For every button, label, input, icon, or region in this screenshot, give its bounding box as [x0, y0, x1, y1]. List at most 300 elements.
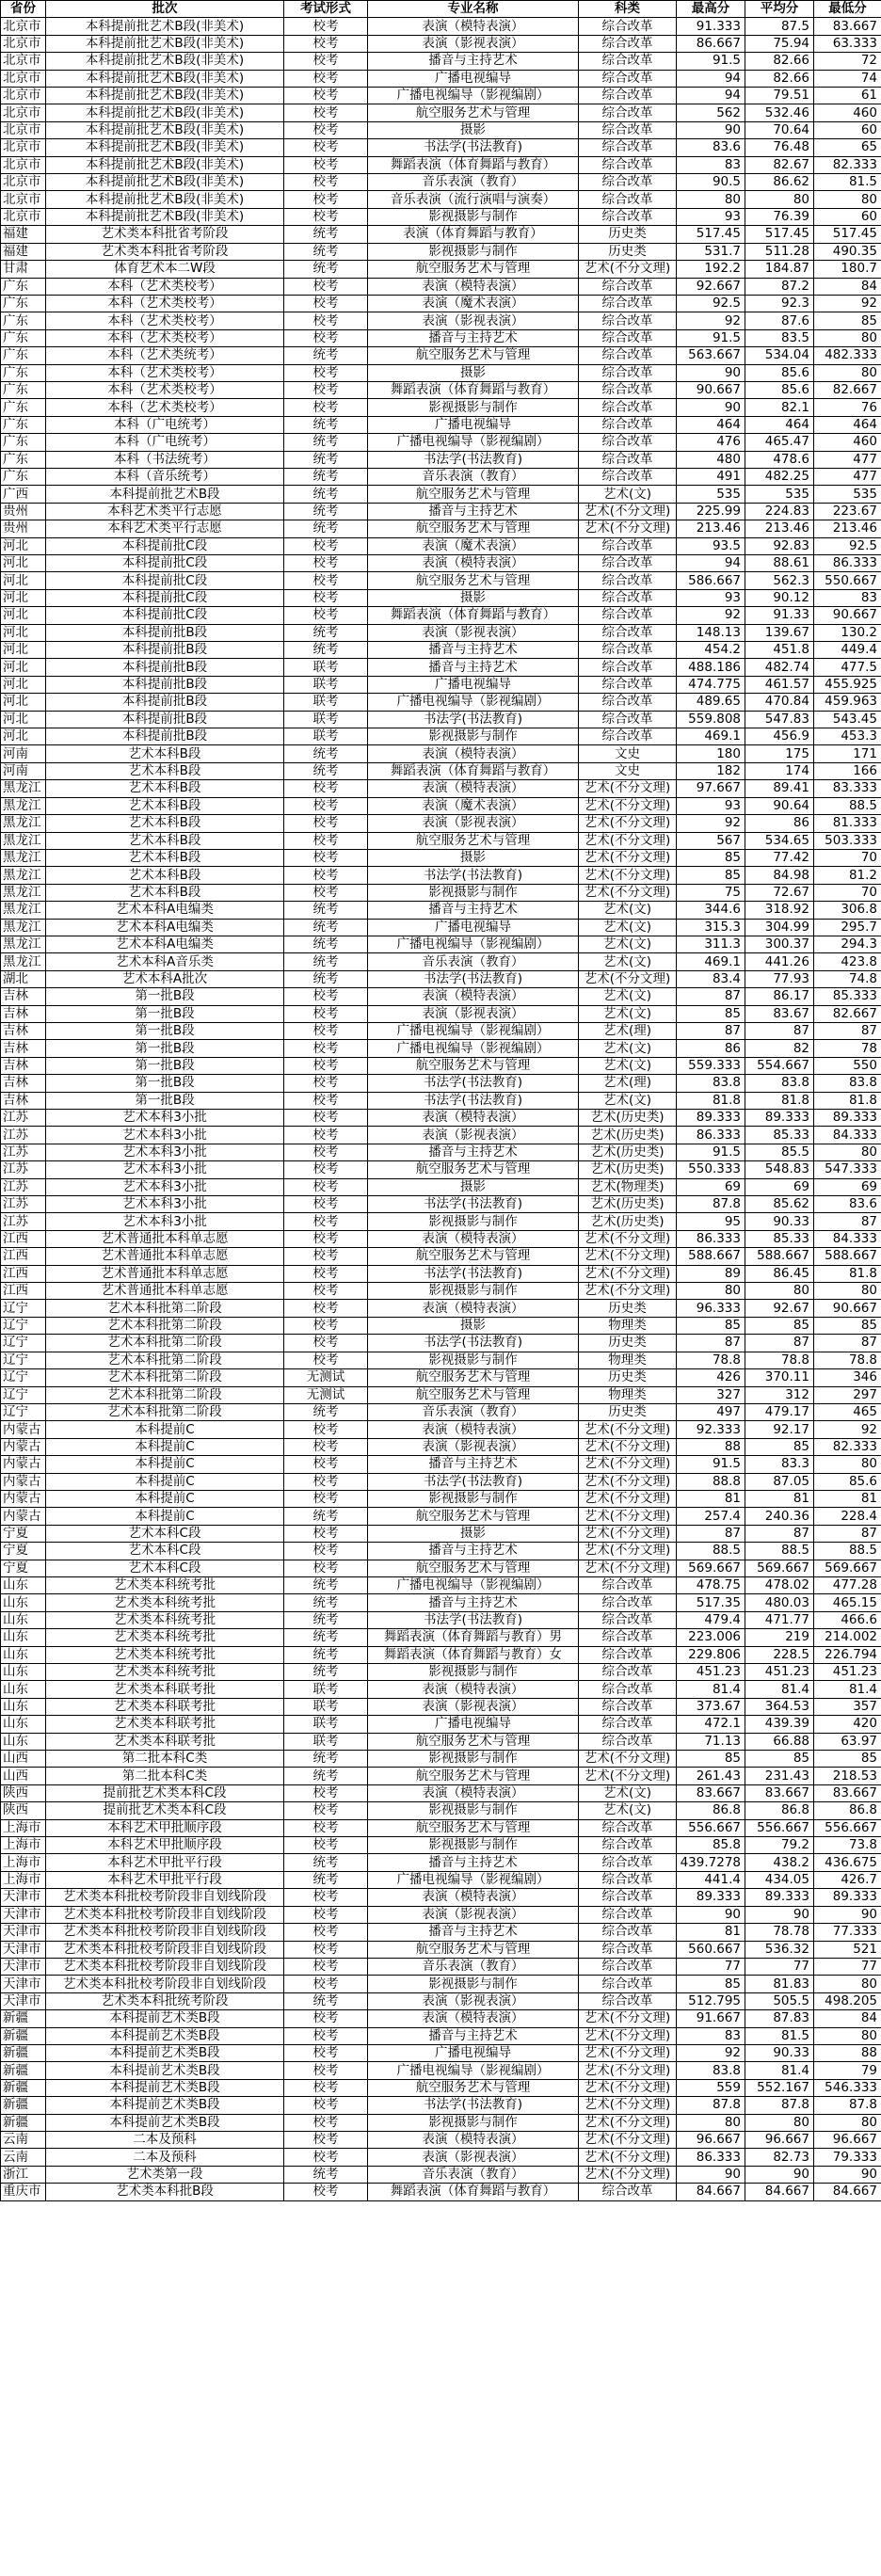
- major-cell[interactable]: 航空服务艺术与管理: [368, 832, 579, 849]
- exam-form-cell[interactable]: 校考: [284, 2184, 368, 2200]
- province-cell[interactable]: 河北: [1, 589, 46, 606]
- province-cell[interactable]: 河北: [1, 659, 46, 676]
- exam-form-cell[interactable]: 统考: [284, 1508, 368, 1525]
- major-cell[interactable]: 表演（影视表演）: [368, 35, 579, 52]
- batch-cell[interactable]: 本科提前批艺术B段(非美术): [46, 88, 284, 104]
- batch-cell[interactable]: 艺术类本科统考批: [46, 1629, 284, 1646]
- min-score-cell[interactable]: 503.333: [814, 832, 881, 849]
- province-cell[interactable]: 吉林: [1, 1040, 46, 1057]
- avg-score-cell[interactable]: 87.8: [745, 2097, 814, 2114]
- exam-form-cell[interactable]: 统考: [284, 624, 368, 641]
- category-cell[interactable]: 艺术(不分文理): [579, 1248, 677, 1265]
- major-cell[interactable]: 播音与主持艺术: [368, 503, 579, 520]
- max-score-cell[interactable]: 192.2: [677, 261, 745, 278]
- province-cell[interactable]: 天津市: [1, 1976, 46, 1992]
- avg-score-cell[interactable]: 213.46: [745, 520, 814, 537]
- avg-score-cell[interactable]: 86.45: [745, 1265, 814, 1282]
- max-score-cell[interactable]: 426: [677, 1369, 745, 1386]
- max-score-cell[interactable]: 223.006: [677, 1629, 745, 1646]
- avg-score-cell[interactable]: 441.26: [745, 953, 814, 970]
- max-score-cell[interactable]: 96.333: [677, 1300, 745, 1317]
- category-cell[interactable]: 综合改革: [579, 434, 677, 451]
- batch-cell[interactable]: 本科（艺术类校考）: [46, 312, 284, 329]
- major-cell[interactable]: 航空服务艺术与管理: [368, 1369, 579, 1386]
- batch-cell[interactable]: 本科提前批艺术B段(非美术): [46, 53, 284, 70]
- exam-form-cell[interactable]: 无测试: [284, 1369, 368, 1386]
- max-score-cell[interactable]: 491: [677, 468, 745, 485]
- exam-form-cell[interactable]: 校考: [284, 121, 368, 138]
- min-score-cell[interactable]: 171: [814, 745, 881, 762]
- province-cell[interactable]: 黑龙江: [1, 780, 46, 797]
- avg-score-cell[interactable]: 88.5: [745, 1543, 814, 1560]
- major-cell[interactable]: 书法学(书法教育): [368, 1265, 579, 1282]
- batch-cell[interactable]: 本科提前批艺术B段(非美术): [46, 139, 284, 156]
- major-cell[interactable]: 航空服务艺术与管理: [368, 261, 579, 278]
- batch-cell[interactable]: 艺术类本科批校考阶段非自划线阶段: [46, 1941, 284, 1958]
- major-cell[interactable]: 舞蹈表演（体育舞蹈与教育）: [368, 156, 579, 173]
- max-score-cell[interactable]: 84.667: [677, 2184, 745, 2200]
- province-cell[interactable]: 山东: [1, 1611, 46, 1628]
- batch-cell[interactable]: 本科（广电统考）: [46, 434, 284, 451]
- max-score-cell[interactable]: 567: [677, 832, 745, 849]
- avg-score-cell[interactable]: 532.46: [745, 104, 814, 121]
- avg-score-cell[interactable]: 80: [745, 191, 814, 208]
- exam-form-cell[interactable]: 校考: [284, 1022, 368, 1039]
- category-cell[interactable]: 艺术(不分文理): [579, 849, 677, 866]
- major-cell[interactable]: 书法学(书法教育): [368, 1092, 579, 1109]
- avg-score-cell[interactable]: 90.12: [745, 589, 814, 606]
- category-cell[interactable]: 综合改革: [579, 1871, 677, 1888]
- avg-score-cell[interactable]: 77: [745, 1958, 814, 1975]
- category-cell[interactable]: 艺术(历史类): [579, 1196, 677, 1213]
- batch-cell[interactable]: 本科提前批艺术B段(非美术): [46, 191, 284, 208]
- avg-score-cell[interactable]: 78.8: [745, 1352, 814, 1368]
- province-cell[interactable]: 北京市: [1, 191, 46, 208]
- min-score-cell[interactable]: 130.2: [814, 624, 881, 641]
- batch-cell[interactable]: 本科提前C: [46, 1421, 284, 1438]
- avg-score-cell[interactable]: 90: [745, 1906, 814, 1923]
- max-score-cell[interactable]: 88.8: [677, 1473, 745, 1490]
- max-score-cell[interactable]: 85: [677, 1976, 745, 1992]
- max-score-cell[interactable]: 93.5: [677, 537, 745, 554]
- max-score-cell[interactable]: 69: [677, 1178, 745, 1195]
- category-cell[interactable]: 艺术(不分文理): [579, 2044, 677, 2061]
- batch-cell[interactable]: 本科提前艺术类B段: [46, 2044, 284, 2061]
- max-score-cell[interactable]: 315.3: [677, 919, 745, 936]
- avg-score-cell[interactable]: 464: [745, 416, 814, 433]
- major-cell[interactable]: 表演（模特表演）: [368, 1110, 579, 1127]
- min-score-cell[interactable]: 76: [814, 399, 881, 416]
- batch-cell[interactable]: 本科提前艺术类B段: [46, 2027, 284, 2044]
- category-cell[interactable]: 综合改革: [579, 1576, 677, 1593]
- batch-cell[interactable]: 艺术类本科统考批: [46, 1594, 284, 1611]
- min-score-cell[interactable]: 78.8: [814, 1352, 881, 1368]
- min-score-cell[interactable]: 84.333: [814, 1230, 881, 1247]
- category-cell[interactable]: 艺术(理): [579, 1022, 677, 1039]
- min-score-cell[interactable]: 60: [814, 208, 881, 225]
- min-score-cell[interactable]: 86.8: [814, 1802, 881, 1819]
- province-cell[interactable]: 山东: [1, 1646, 46, 1663]
- exam-form-cell[interactable]: 统考: [284, 1854, 368, 1871]
- major-cell[interactable]: 表演（影视表演）: [368, 2149, 579, 2166]
- batch-cell[interactable]: 艺术本科A电编类: [46, 936, 284, 952]
- min-score-cell[interactable]: 79.333: [814, 2149, 881, 2166]
- max-score-cell[interactable]: 87: [677, 988, 745, 1005]
- exam-form-cell[interactable]: 校考: [284, 2079, 368, 2096]
- max-score-cell[interactable]: 91.5: [677, 329, 745, 346]
- min-score-cell[interactable]: 84: [814, 278, 881, 295]
- province-cell[interactable]: 重庆市: [1, 2184, 46, 2200]
- major-cell[interactable]: 表演（魔术表演）: [368, 797, 579, 814]
- province-cell[interactable]: 辽宁: [1, 1386, 46, 1403]
- batch-cell[interactable]: 艺术本科3小批: [46, 1213, 284, 1230]
- min-score-cell[interactable]: 459.963: [814, 694, 881, 711]
- exam-form-cell[interactable]: 校考: [284, 2114, 368, 2131]
- avg-score-cell[interactable]: 438.2: [745, 1854, 814, 1871]
- avg-score-cell[interactable]: 85.33: [745, 1127, 814, 1144]
- exam-form-cell[interactable]: 校考: [284, 174, 368, 191]
- category-cell[interactable]: 综合改革: [579, 1854, 677, 1871]
- min-score-cell[interactable]: 90.667: [814, 607, 881, 624]
- max-score-cell[interactable]: 92: [677, 312, 745, 329]
- category-cell[interactable]: 综合改革: [579, 1906, 677, 1923]
- major-cell[interactable]: 表演（模特表演）: [368, 2010, 579, 2027]
- max-score-cell[interactable]: 77: [677, 1958, 745, 1975]
- category-cell[interactable]: 综合改革: [579, 1889, 677, 1906]
- major-cell[interactable]: 播音与主持艺术: [368, 1594, 579, 1611]
- avg-score-cell[interactable]: 91.33: [745, 607, 814, 624]
- category-cell[interactable]: 综合改革: [579, 174, 677, 191]
- province-cell[interactable]: 黑龙江: [1, 797, 46, 814]
- avg-score-cell[interactable]: 219: [745, 1629, 814, 1646]
- min-score-cell[interactable]: 455.925: [814, 676, 881, 693]
- avg-score-cell[interactable]: 86.8: [745, 1802, 814, 1819]
- batch-cell[interactable]: 本科（广电统考）: [46, 416, 284, 433]
- major-cell[interactable]: 影视摄影与制作: [368, 1751, 579, 1768]
- category-cell[interactable]: 艺术(不分文理): [579, 2149, 677, 2166]
- category-cell[interactable]: 艺术(文): [579, 1040, 677, 1057]
- major-cell[interactable]: 航空服务艺术与管理: [368, 572, 579, 589]
- category-cell[interactable]: 艺术(不分文理): [579, 1230, 677, 1247]
- major-cell[interactable]: 影视摄影与制作: [368, 1352, 579, 1368]
- province-cell[interactable]: 河北: [1, 642, 46, 659]
- batch-cell[interactable]: 本科（艺术类校考）: [46, 295, 284, 312]
- min-score-cell[interactable]: 92.5: [814, 537, 881, 554]
- category-cell[interactable]: 艺术(不分文理): [579, 780, 677, 797]
- max-score-cell[interactable]: 94: [677, 555, 745, 572]
- avg-score-cell[interactable]: 80: [745, 1283, 814, 1300]
- avg-score-cell[interactable]: 92.83: [745, 537, 814, 554]
- exam-form-cell[interactable]: 校考: [284, 381, 368, 398]
- min-score-cell[interactable]: 451.23: [814, 1664, 881, 1681]
- min-score-cell[interactable]: 81.5: [814, 174, 881, 191]
- exam-form-cell[interactable]: 统考: [284, 1646, 368, 1663]
- category-cell[interactable]: 综合改革: [579, 607, 677, 624]
- max-score-cell[interactable]: 476: [677, 434, 745, 451]
- category-cell[interactable]: 艺术(不分文理): [579, 1525, 677, 1542]
- avg-score-cell[interactable]: 231.43: [745, 1768, 814, 1784]
- exam-form-cell[interactable]: 校考: [284, 208, 368, 225]
- province-cell[interactable]: 福建: [1, 226, 46, 243]
- avg-score-cell[interactable]: 80: [745, 2114, 814, 2131]
- avg-score-cell[interactable]: 86.62: [745, 174, 814, 191]
- exam-form-cell[interactable]: 校考: [284, 312, 368, 329]
- major-cell[interactable]: 表演（模特表演）: [368, 1300, 579, 1317]
- min-score-cell[interactable]: 65: [814, 139, 881, 156]
- batch-cell[interactable]: 本科（艺术类校考）: [46, 329, 284, 346]
- min-score-cell[interactable]: 80: [814, 364, 881, 381]
- avg-score-cell[interactable]: 81.5: [745, 2027, 814, 2044]
- province-cell[interactable]: 云南: [1, 2149, 46, 2166]
- exam-form-cell[interactable]: 校考: [284, 18, 368, 35]
- province-cell[interactable]: 贵州: [1, 520, 46, 537]
- category-cell[interactable]: 艺术(不分文理): [579, 1421, 677, 1438]
- avg-score-cell[interactable]: 505.5: [745, 1992, 814, 2009]
- exam-form-cell[interactable]: 校考: [284, 364, 368, 381]
- province-cell[interactable]: 黑龙江: [1, 919, 46, 936]
- province-cell[interactable]: 广东: [1, 416, 46, 433]
- province-cell[interactable]: 广东: [1, 295, 46, 312]
- major-cell[interactable]: 舞蹈表演（体育舞蹈与教育）: [368, 607, 579, 624]
- category-cell[interactable]: 艺术(不分文理): [579, 1473, 677, 1490]
- category-cell[interactable]: 历史类: [579, 243, 677, 260]
- province-cell[interactable]: 天津市: [1, 1906, 46, 1923]
- max-score-cell[interactable]: 80: [677, 2114, 745, 2131]
- min-score-cell[interactable]: 80: [814, 329, 881, 346]
- province-cell[interactable]: 黑龙江: [1, 936, 46, 952]
- province-cell[interactable]: 天津市: [1, 1941, 46, 1958]
- min-score-cell[interactable]: 84: [814, 2010, 881, 2027]
- category-cell[interactable]: 综合改革: [579, 139, 677, 156]
- min-score-cell[interactable]: 81.8: [814, 1092, 881, 1109]
- province-cell[interactable]: 河北: [1, 607, 46, 624]
- province-cell[interactable]: 辽宁: [1, 1317, 46, 1334]
- min-score-cell[interactable]: 63.97: [814, 1733, 881, 1750]
- min-score-cell[interactable]: 214.002: [814, 1629, 881, 1646]
- major-cell[interactable]: 广播电视编导（影视编剧）: [368, 88, 579, 104]
- max-score-cell[interactable]: 85: [677, 849, 745, 866]
- max-score-cell[interactable]: 81.8: [677, 1092, 745, 1109]
- category-cell[interactable]: 综合改革: [579, 1716, 677, 1733]
- category-cell[interactable]: 艺术(不分文理): [579, 1265, 677, 1282]
- category-cell[interactable]: 艺术(文): [579, 1784, 677, 1801]
- max-score-cell[interactable]: 89: [677, 1265, 745, 1282]
- province-cell[interactable]: 黑龙江: [1, 953, 46, 970]
- batch-cell[interactable]: 本科提前批艺术B段(非美术): [46, 156, 284, 173]
- avg-score-cell[interactable]: 554.667: [745, 1057, 814, 1074]
- exam-form-cell[interactable]: 校考: [284, 1127, 368, 1144]
- max-score-cell[interactable]: 83.6: [677, 139, 745, 156]
- max-score-cell[interactable]: 480: [677, 451, 745, 468]
- major-cell[interactable]: 书法学(书法教育): [368, 2097, 579, 2114]
- max-score-cell[interactable]: 85.8: [677, 1837, 745, 1854]
- avg-score-cell[interactable]: 79.2: [745, 1837, 814, 1854]
- province-cell[interactable]: 新疆: [1, 2044, 46, 2061]
- max-score-cell[interactable]: 91.5: [677, 1144, 745, 1160]
- header-major[interactable]: 专业名称: [368, 1, 579, 18]
- min-score-cell[interactable]: 498.205: [814, 1992, 881, 2009]
- exam-form-cell[interactable]: 统考: [284, 1576, 368, 1593]
- exam-form-cell[interactable]: 校考: [284, 1525, 368, 1542]
- min-score-cell[interactable]: 81.2: [814, 867, 881, 884]
- major-cell[interactable]: 广播电视编导: [368, 1716, 579, 1733]
- batch-cell[interactable]: 本科提前批艺术B段(非美术): [46, 104, 284, 121]
- major-cell[interactable]: 表演（模特表演）: [368, 1421, 579, 1438]
- min-score-cell[interactable]: 357: [814, 1698, 881, 1715]
- province-cell[interactable]: 广东: [1, 399, 46, 416]
- province-cell[interactable]: 山东: [1, 1664, 46, 1681]
- max-score-cell[interactable]: 94: [677, 70, 745, 87]
- batch-cell[interactable]: 本科提前艺术类B段: [46, 2062, 284, 2079]
- max-score-cell[interactable]: 517.45: [677, 226, 745, 243]
- major-cell[interactable]: 航空服务艺术与管理: [368, 1386, 579, 1403]
- min-score-cell[interactable]: 82.333: [814, 1438, 881, 1455]
- category-cell[interactable]: 艺术(不分文理): [579, 815, 677, 832]
- province-cell[interactable]: 陕西: [1, 1784, 46, 1801]
- province-cell[interactable]: 广东: [1, 364, 46, 381]
- header-min-score[interactable]: 最低分: [814, 1, 881, 18]
- max-score-cell[interactable]: 311.3: [677, 936, 745, 952]
- min-score-cell[interactable]: 85: [814, 312, 881, 329]
- major-cell[interactable]: 播音与主持艺术: [368, 1144, 579, 1160]
- major-cell[interactable]: 表演（影视表演）: [368, 1906, 579, 1923]
- major-cell[interactable]: 播音与主持艺术: [368, 329, 579, 346]
- max-score-cell[interactable]: 148.13: [677, 624, 745, 641]
- exam-form-cell[interactable]: 校考: [284, 849, 368, 866]
- exam-form-cell[interactable]: 统考: [284, 953, 368, 970]
- category-cell[interactable]: 综合改革: [579, 676, 677, 693]
- major-cell[interactable]: 航空服务艺术与管理: [368, 520, 579, 537]
- exam-form-cell[interactable]: 校考: [284, 1976, 368, 1992]
- major-cell[interactable]: 表演（影视表演）: [368, 624, 579, 641]
- min-score-cell[interactable]: 543.45: [814, 711, 881, 728]
- major-cell[interactable]: 舞蹈表演（体育舞蹈与教育）: [368, 762, 579, 779]
- avg-score-cell[interactable]: 83.5: [745, 329, 814, 346]
- avg-score-cell[interactable]: 511.28: [745, 243, 814, 260]
- batch-cell[interactable]: 本科提前批B段: [46, 711, 284, 728]
- exam-form-cell[interactable]: 校考: [284, 1543, 368, 1560]
- major-cell[interactable]: 影视摄影与制作: [368, 1213, 579, 1230]
- major-cell[interactable]: 航空服务艺术与管理: [368, 1161, 579, 1178]
- exam-form-cell[interactable]: 校考: [284, 1161, 368, 1178]
- min-score-cell[interactable]: 87: [814, 1213, 881, 1230]
- max-score-cell[interactable]: 81.4: [677, 1681, 745, 1698]
- category-cell[interactable]: 艺术(不分文理): [579, 2027, 677, 2044]
- min-score-cell[interactable]: 83.333: [814, 780, 881, 797]
- max-score-cell[interactable]: 83: [677, 156, 745, 173]
- province-cell[interactable]: 山东: [1, 1698, 46, 1715]
- avg-score-cell[interactable]: 300.37: [745, 936, 814, 952]
- avg-score-cell[interactable]: 89.333: [745, 1110, 814, 1127]
- max-score-cell[interactable]: 225.99: [677, 503, 745, 520]
- avg-score-cell[interactable]: 478.02: [745, 1576, 814, 1593]
- min-score-cell[interactable]: 79: [814, 2062, 881, 2079]
- province-cell[interactable]: 新疆: [1, 2027, 46, 2044]
- exam-form-cell[interactable]: 校考: [284, 1819, 368, 1836]
- category-cell[interactable]: 物理类: [579, 1317, 677, 1334]
- batch-cell[interactable]: 本科提前批C段: [46, 607, 284, 624]
- avg-score-cell[interactable]: 72.67: [745, 884, 814, 901]
- batch-cell[interactable]: 本科提前艺术类B段: [46, 2114, 284, 2131]
- avg-score-cell[interactable]: 87: [745, 1525, 814, 1542]
- min-score-cell[interactable]: 423.8: [814, 953, 881, 970]
- avg-score-cell[interactable]: 66.88: [745, 1733, 814, 1750]
- min-score-cell[interactable]: 460: [814, 434, 881, 451]
- max-score-cell[interactable]: 87: [677, 1525, 745, 1542]
- max-score-cell[interactable]: 560.667: [677, 1941, 745, 1958]
- batch-cell[interactable]: 艺术本科3小批: [46, 1178, 284, 1195]
- max-score-cell[interactable]: 85: [677, 1751, 745, 1768]
- category-cell[interactable]: 艺术(文): [579, 1005, 677, 1022]
- exam-form-cell[interactable]: 校考: [284, 1784, 368, 1801]
- category-cell[interactable]: 艺术(文): [579, 1092, 677, 1109]
- max-score-cell[interactable]: 92.333: [677, 1421, 745, 1438]
- province-cell[interactable]: 黑龙江: [1, 815, 46, 832]
- batch-cell[interactable]: 艺术本科B段: [46, 849, 284, 866]
- major-cell[interactable]: 表演（魔术表演）: [368, 537, 579, 554]
- avg-score-cell[interactable]: 75.94: [745, 35, 814, 52]
- min-score-cell[interactable]: 70: [814, 884, 881, 901]
- batch-cell[interactable]: 本科提前批艺术B段(非美术): [46, 70, 284, 87]
- province-cell[interactable]: 江苏: [1, 1144, 46, 1160]
- major-cell[interactable]: 表演（模特表演）: [368, 1784, 579, 1801]
- province-cell[interactable]: 内蒙古: [1, 1490, 46, 1507]
- avg-score-cell[interactable]: 77.42: [745, 849, 814, 866]
- category-cell[interactable]: 综合改革: [579, 624, 677, 641]
- exam-form-cell[interactable]: 联考: [284, 1681, 368, 1698]
- avg-score-cell[interactable]: 87.6: [745, 312, 814, 329]
- avg-score-cell[interactable]: 85: [745, 1438, 814, 1455]
- max-score-cell[interactable]: 90: [677, 2166, 745, 2183]
- min-score-cell[interactable]: 87: [814, 1335, 881, 1352]
- avg-score-cell[interactable]: 139.67: [745, 624, 814, 641]
- header-avg-score[interactable]: 平均分: [745, 1, 814, 18]
- province-cell[interactable]: 上海市: [1, 1871, 46, 1888]
- category-cell[interactable]: 综合改革: [579, 104, 677, 121]
- avg-score-cell[interactable]: 562.3: [745, 572, 814, 589]
- max-score-cell[interactable]: 92: [677, 2044, 745, 2061]
- min-score-cell[interactable]: 453.3: [814, 728, 881, 745]
- avg-score-cell[interactable]: 85: [745, 1751, 814, 1768]
- major-cell[interactable]: 书法学(书法教育): [368, 139, 579, 156]
- category-cell[interactable]: 综合改革: [579, 659, 677, 676]
- avg-score-cell[interactable]: 451.23: [745, 1664, 814, 1681]
- major-cell[interactable]: 航空服务艺术与管理: [368, 1057, 579, 1074]
- max-score-cell[interactable]: 85: [677, 867, 745, 884]
- batch-cell[interactable]: 艺术类本科统考批: [46, 1646, 284, 1663]
- category-cell[interactable]: 综合改革: [579, 347, 677, 364]
- province-cell[interactable]: 山东: [1, 1733, 46, 1750]
- min-score-cell[interactable]: 96.667: [814, 2131, 881, 2148]
- category-cell[interactable]: 综合改革: [579, 1837, 677, 1854]
- header-exam-form[interactable]: 考试形式: [284, 1, 368, 18]
- province-cell[interactable]: 辽宁: [1, 1403, 46, 1420]
- max-score-cell[interactable]: 559.808: [677, 711, 745, 728]
- major-cell[interactable]: 影视摄影与制作: [368, 243, 579, 260]
- major-cell[interactable]: 音乐表演（教育）: [368, 1958, 579, 1975]
- min-score-cell[interactable]: 550.667: [814, 572, 881, 589]
- exam-form-cell[interactable]: 统考: [284, 919, 368, 936]
- exam-form-cell[interactable]: 校考: [284, 53, 368, 70]
- batch-cell[interactable]: 本科提前批艺术B段(非美术): [46, 174, 284, 191]
- avg-score-cell[interactable]: 434.05: [745, 1871, 814, 1888]
- batch-cell[interactable]: 第一批B段: [46, 1040, 284, 1057]
- exam-form-cell[interactable]: 校考: [284, 1230, 368, 1247]
- exam-form-cell[interactable]: 校考: [284, 70, 368, 87]
- batch-cell[interactable]: 艺术本科3小批: [46, 1127, 284, 1144]
- category-cell[interactable]: 历史类: [579, 226, 677, 243]
- category-cell[interactable]: 综合改革: [579, 728, 677, 745]
